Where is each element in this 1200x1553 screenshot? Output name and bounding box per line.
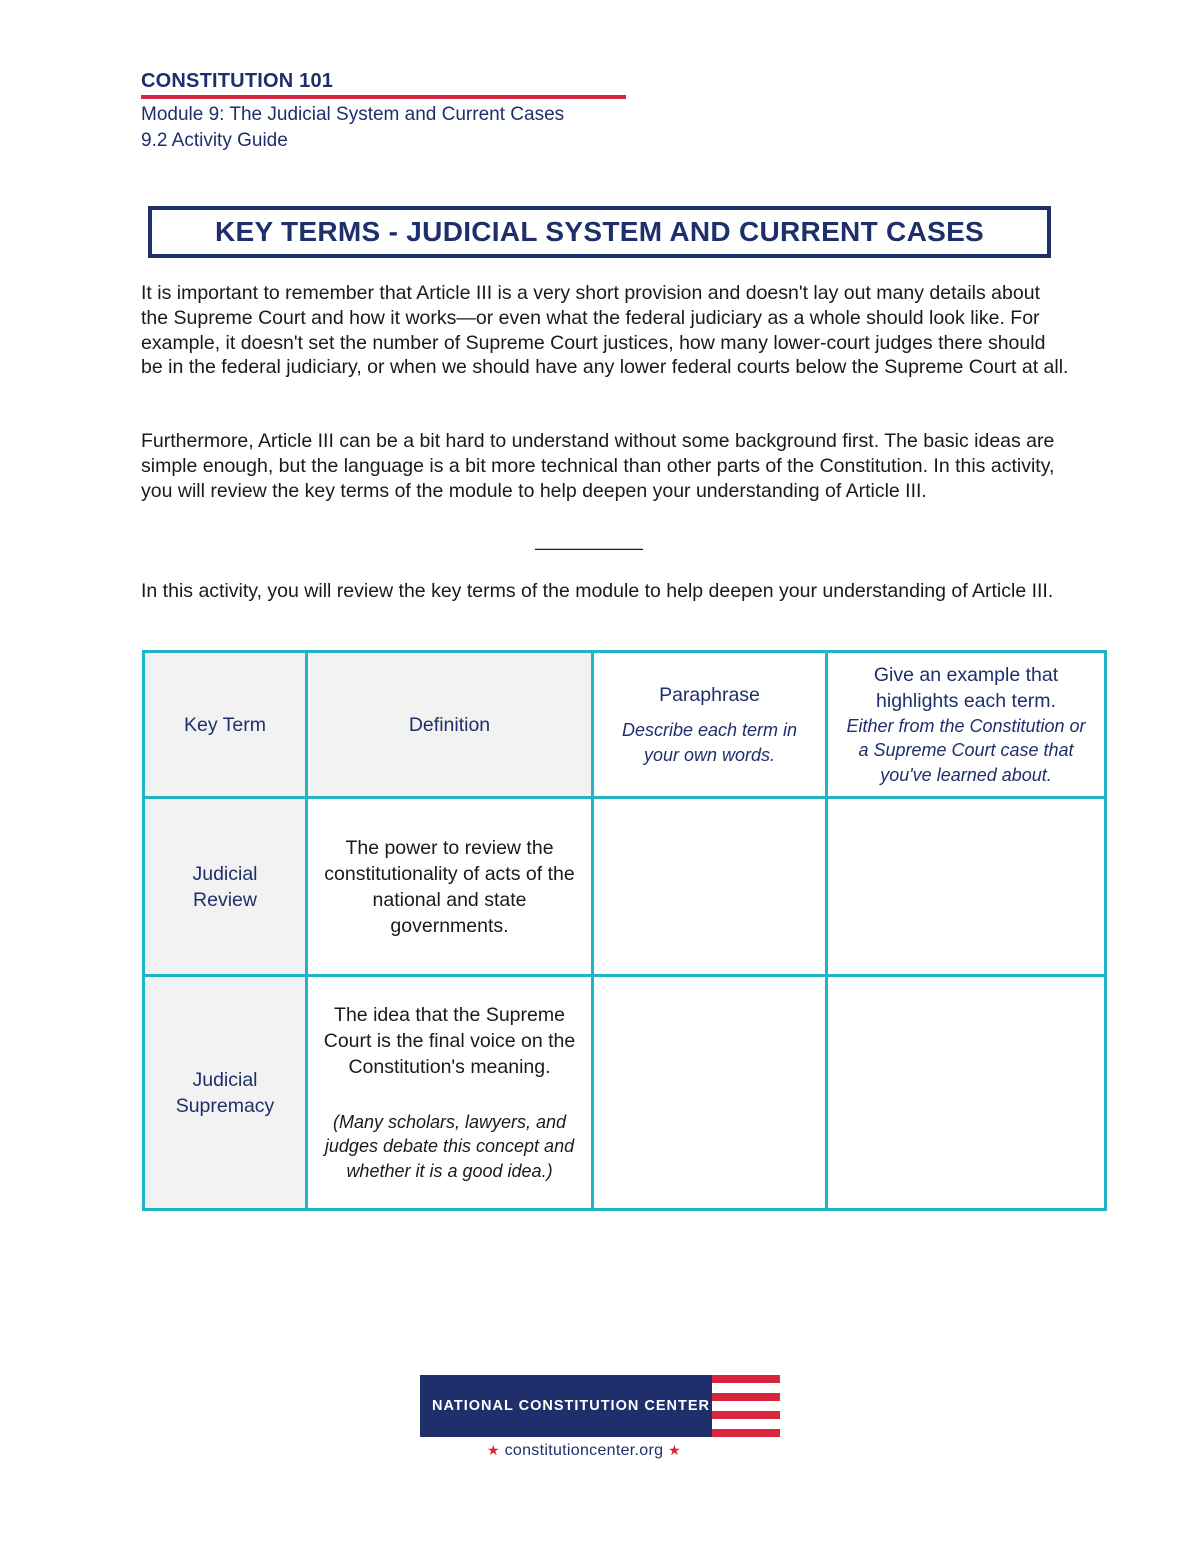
intro-paragraph-2: Furthermore, Article III can be a bit hard to understand without some background first. The basic ideas are simple enough, but the language is a bit more technical than other parts of the Constitution. In this activity, you will review the key terms of the module to help deepen your understanding of Article III. [141, 430, 1055, 502]
header-example-label: Give an example that highlights each term. [873, 663, 1059, 712]
definition-note: (Many scholars, lawyers, and judges debate this concept and whether it is a good idea.) [324, 1111, 575, 1181]
header-example-note: Either from the Constitution or a Supreme Court case that you've learned about. [846, 715, 1086, 785]
key-terms-heading-box [148, 206, 1051, 258]
activity-paragraph: In this activity, you will review the key terms of the module to help deepen your understanding of Article III. [141, 580, 1054, 602]
header-title: CONSTITUTION 101 [141, 70, 334, 92]
key-terms-heading: KEY TERMS - JUDICIAL SYSTEM AND CURRENT CASES [214, 216, 985, 247]
ncc-logo [420, 1375, 780, 1437]
term-cell: Judicial Supremacy [144, 976, 307, 1210]
paraphrase-cell[interactable] [593, 976, 827, 1210]
flag-stripe [712, 1393, 780, 1401]
header-paraphrase-label: Paraphrase [659, 684, 760, 706]
star-icon: ★ [668, 1442, 681, 1458]
table-header-row [144, 652, 1106, 798]
intro-paragraph-1: It is important to remember that Article III is a very short provision and doesn't lay out many details about the Supreme Court and how it works—or even what the federal judiciary as a whole should look like. For example, it doesn't set the number of Supreme Court justices, how many lower-court judges there should be in the federal judiciary, or when we should have any lower federal courts below the Supreme Court at all. [141, 282, 1069, 379]
header-definition: Definition [307, 652, 593, 798]
header-rule [141, 95, 626, 99]
ncc-logo-box [420, 1375, 712, 1437]
table-row [144, 976, 1106, 1210]
website-url-line [487, 1442, 681, 1460]
definition-spacer [322, 1080, 577, 1110]
section-divider: —————— [535, 538, 643, 558]
key-terms-table [142, 650, 1107, 1211]
table-row [144, 798, 1106, 976]
definition-cell [307, 976, 593, 1210]
header-key-term: Key Term [144, 652, 307, 798]
activity-guide-label: 9.2 Activity Guide [141, 130, 288, 151]
term-cell: Judicial Review [144, 798, 307, 976]
ncc-logo-text: NATIONAL CONSTITUTION CENTER [432, 1398, 710, 1414]
website-url[interactable]: constitutioncenter.org [504, 1442, 664, 1459]
paraphrase-cell[interactable] [593, 798, 827, 976]
example-cell[interactable] [827, 798, 1106, 976]
example-cell[interactable] [827, 976, 1106, 1210]
header-paraphrase-note: Describe each term in your own words. [621, 720, 798, 765]
flag-stripe [712, 1375, 780, 1383]
definition-text: The idea that the Supreme Court is the final voice on the Constitution's meaning. [323, 1003, 576, 1078]
header-paraphrase [593, 652, 827, 798]
flag-stripe [712, 1429, 780, 1437]
flag-stripe [712, 1411, 780, 1419]
star-icon: ★ [487, 1442, 500, 1458]
module-title: Module 9: The Judicial System and Current Cases [141, 104, 565, 125]
definition-cell: The power to review the constitutionality of acts of the national and state governments. [307, 798, 593, 976]
header-example [827, 652, 1106, 798]
